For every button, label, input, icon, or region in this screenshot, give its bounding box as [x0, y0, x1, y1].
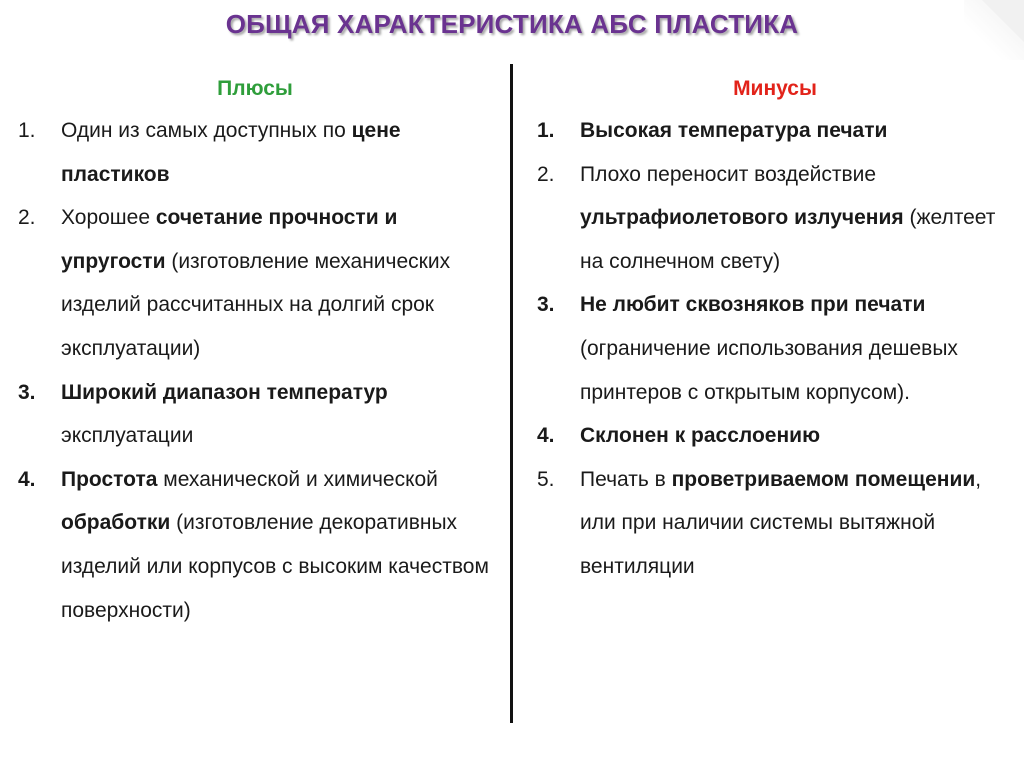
- pros-list: [18, 109, 498, 632]
- list-item-text: [61, 206, 450, 360]
- list-item: [18, 371, 498, 458]
- cons-heading: Минусы: [733, 77, 817, 100]
- emphasized-text: ультрафиолетового излучения: [580, 206, 904, 230]
- list-item: [18, 196, 498, 370]
- list-item-number: 3.: [537, 293, 555, 317]
- list-item: [537, 109, 1007, 153]
- text-segment: (ограничение использования дешевых принтеров с открытым корпусом).: [580, 336, 958, 404]
- emphasized-text: Не любит сквозняков при печати: [580, 293, 926, 317]
- list-item-text: [580, 163, 995, 273]
- list-item-number: 2.: [537, 162, 555, 186]
- text-segment: Хорошее: [61, 206, 156, 230]
- list-item-number: 3.: [18, 380, 36, 404]
- text-segment: механической и химической: [157, 467, 438, 491]
- cons-list: [537, 109, 1007, 589]
- list-item-text: [580, 424, 820, 447]
- text-segment: , или при наличии системы вытяжной вентиляции: [580, 467, 982, 578]
- list-item-number: 2.: [18, 206, 36, 230]
- list-item-number: 1.: [537, 119, 555, 142]
- emphasized-text: цене пластиков: [61, 119, 401, 186]
- slide-title: ОБЩАЯ ХАРАКТЕРИСТИКА АБС ПЛАСТИКА: [225, 9, 799, 39]
- text-segment: (изготовление механических изделий рассчитанных на долгий срок эксплуатации): [61, 249, 451, 360]
- list-item: [537, 283, 1007, 414]
- emphasized-text: проветриваемом помещении: [671, 467, 976, 491]
- emphasized-text: Склонен к расслоению: [580, 424, 821, 448]
- emphasized-text: Высокая температура печати: [580, 119, 888, 142]
- text-segment: эксплуатации: [61, 424, 194, 448]
- emphasized-text: Простота: [61, 467, 158, 491]
- emphasized-text: обработки: [61, 511, 171, 535]
- list-item-text: [580, 119, 887, 142]
- list-item: [537, 414, 1007, 458]
- pros-heading: Плюсы: [217, 77, 293, 100]
- list-item-number: 4.: [537, 424, 555, 448]
- emphasized-text: сочетание прочности и упругости: [61, 206, 398, 273]
- emphasized-text: Широкий диапазон температур: [61, 380, 388, 404]
- list-item: [537, 153, 1007, 284]
- list-item-number: 1.: [18, 119, 36, 142]
- list-item-number: 4.: [18, 467, 36, 491]
- text-segment: Один из самых доступных по: [61, 119, 352, 142]
- text-segment: (желтеет на солнечном свету): [580, 206, 996, 273]
- list-item: [18, 458, 498, 632]
- list-item-text: [580, 293, 958, 403]
- list-item-text: [61, 381, 388, 448]
- list-item-text: [61, 468, 489, 622]
- list-item-number: 5.: [537, 467, 555, 491]
- text-segment: Печать в: [580, 467, 672, 491]
- list-item: [18, 109, 498, 196]
- list-item-text: [580, 468, 981, 578]
- column-divider: [510, 64, 513, 723]
- text-segment: (изготовление декоративных изделий или корпусов с высоким качеством поверхности): [61, 511, 489, 622]
- list-item: [537, 458, 1007, 589]
- text-segment: Плохо переносит воздействие: [580, 162, 877, 186]
- list-item-text: [61, 119, 401, 186]
